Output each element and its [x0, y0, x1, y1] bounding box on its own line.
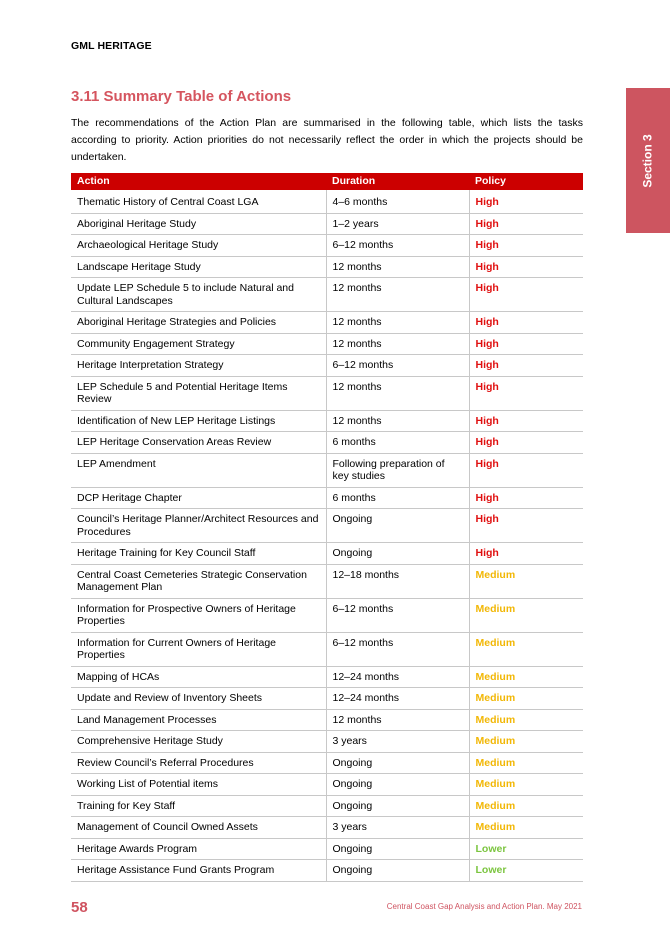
- policy-cell: Medium: [469, 752, 583, 774]
- table-row: [71, 355, 583, 377]
- table-row: [71, 235, 583, 257]
- duration-cell: 3 years: [326, 731, 469, 753]
- table-row: [71, 564, 583, 598]
- duration-cell: 3 years: [326, 817, 469, 839]
- table-row: [71, 487, 583, 509]
- duration-cell: 6 months: [326, 432, 469, 454]
- policy-cell: Medium: [469, 598, 583, 632]
- footer-title: Central Coast Gap Analysis and Action Plan.: [386, 902, 545, 911]
- duration-cell: Ongoing: [326, 543, 469, 565]
- policy-cell: Medium: [469, 795, 583, 817]
- policy-cell: High: [469, 376, 583, 410]
- action-cell: Update LEP Schedule 5 to include Natural and Cultural Landscapes: [71, 278, 326, 312]
- duration-cell: Ongoing: [326, 860, 469, 882]
- action-cell: Landscape Heritage Study: [71, 256, 326, 278]
- duration-cell: 4–6 months: [326, 190, 469, 213]
- policy-cell: High: [469, 278, 583, 312]
- policy-cell: Medium: [469, 666, 583, 688]
- policy-cell: High: [469, 333, 583, 355]
- table-row: [71, 333, 583, 355]
- policy-cell: High: [469, 213, 583, 235]
- action-cell: Thematic History of Central Coast LGA: [71, 190, 326, 213]
- duration-cell: 12 months: [326, 410, 469, 432]
- policy-cell: High: [469, 355, 583, 377]
- footer-doc-title: [387, 902, 582, 911]
- duration-cell: Ongoing: [326, 509, 469, 543]
- duration-cell: 12–18 months: [326, 564, 469, 598]
- table-row: [71, 256, 583, 278]
- action-cell: LEP Schedule 5 and Potential Heritage Items Review: [71, 376, 326, 410]
- duration-cell: 12–24 months: [326, 688, 469, 710]
- action-cell: Information for Current Owners of Heritage Properties: [71, 632, 326, 666]
- column-header-policy: Policy: [469, 173, 583, 190]
- table-row: [71, 632, 583, 666]
- table-row: [71, 598, 583, 632]
- policy-cell: High: [469, 312, 583, 334]
- duration-cell: Ongoing: [326, 774, 469, 796]
- action-cell: Working List of Potential items: [71, 774, 326, 796]
- table-row: [71, 453, 583, 487]
- table-row: [71, 190, 583, 213]
- action-cell: Aboriginal Heritage Study: [71, 213, 326, 235]
- table-row: [71, 278, 583, 312]
- action-cell: Land Management Processes: [71, 709, 326, 731]
- section-title: 3.11 Summary Table of Actions: [71, 88, 292, 105]
- duration-cell: Ongoing: [326, 838, 469, 860]
- duration-cell: Ongoing: [326, 795, 469, 817]
- action-cell: Management of Council Owned Assets: [71, 817, 326, 839]
- column-header-duration: Duration: [326, 173, 469, 190]
- action-cell: Heritage Awards Program: [71, 838, 326, 860]
- policy-cell: High: [469, 256, 583, 278]
- action-cell: Heritage Assistance Fund Grants Program: [71, 860, 326, 882]
- policy-cell: High: [469, 190, 583, 213]
- action-cell: Comprehensive Heritage Study: [71, 731, 326, 753]
- action-cell: Heritage Interpretation Strategy: [71, 355, 326, 377]
- duration-cell: 6 months: [326, 487, 469, 509]
- actions-table: [71, 173, 583, 882]
- footer-date: May 2021: [546, 902, 582, 911]
- duration-cell: Ongoing: [326, 752, 469, 774]
- duration-cell: 12 months: [326, 376, 469, 410]
- table-row: [71, 817, 583, 839]
- policy-cell: High: [469, 487, 583, 509]
- action-cell: Community Engagement Strategy: [71, 333, 326, 355]
- action-cell: Aboriginal Heritage Strategies and Policies: [71, 312, 326, 334]
- table-row: [71, 774, 583, 796]
- duration-cell: 12 months: [326, 333, 469, 355]
- action-cell: Review Council’s Referral Procedures: [71, 752, 326, 774]
- table-row: [71, 752, 583, 774]
- section-tab: [626, 88, 670, 233]
- table-row: [71, 860, 583, 882]
- table-row: [71, 688, 583, 710]
- section-tab-label: Section 3: [641, 133, 656, 188]
- duration-cell: 6–12 months: [326, 235, 469, 257]
- policy-cell: High: [469, 543, 583, 565]
- header-org-name: GML HERITAGE: [71, 40, 152, 52]
- action-cell: Mapping of HCAs: [71, 666, 326, 688]
- table-row: [71, 838, 583, 860]
- action-cell: LEP Heritage Conservation Areas Review: [71, 432, 326, 454]
- duration-cell: 1–2 years: [326, 213, 469, 235]
- table-row: [71, 709, 583, 731]
- duration-cell: 12 months: [326, 278, 469, 312]
- action-cell: Update and Review of Inventory Sheets: [71, 688, 326, 710]
- duration-cell: 6–12 months: [326, 632, 469, 666]
- action-cell: Information for Prospective Owners of Heritage Properties: [71, 598, 326, 632]
- table-row: [71, 432, 583, 454]
- policy-cell: Medium: [469, 564, 583, 598]
- table-row: [71, 543, 583, 565]
- policy-cell: Medium: [469, 731, 583, 753]
- policy-cell: High: [469, 235, 583, 257]
- action-cell: Identification of New LEP Heritage Listings: [71, 410, 326, 432]
- policy-cell: Medium: [469, 817, 583, 839]
- duration-cell: 6–12 months: [326, 355, 469, 377]
- action-cell: LEP Amendment: [71, 453, 326, 487]
- duration-cell: 12 months: [326, 256, 469, 278]
- policy-cell: Medium: [469, 774, 583, 796]
- policy-cell: Lower: [469, 860, 583, 882]
- policy-cell: High: [469, 453, 583, 487]
- policy-cell: Lower: [469, 838, 583, 860]
- duration-cell: 12 months: [326, 312, 469, 334]
- action-cell: Council’s Heritage Planner/Architect Resources and Procedures: [71, 509, 326, 543]
- table-row: [71, 312, 583, 334]
- action-cell: Training for Key Staff: [71, 795, 326, 817]
- table-row: [71, 731, 583, 753]
- policy-cell: High: [469, 410, 583, 432]
- action-cell: DCP Heritage Chapter: [71, 487, 326, 509]
- table-row: [71, 509, 583, 543]
- table-row: [71, 376, 583, 410]
- intro-paragraph: The recommendations of the Action Plan are summarised in the following table, which lists the tasks according to priority. Action priorities do not necessarily reflect the order in which the projects should be undertaken.: [71, 117, 583, 163]
- action-cell: Archaeological Heritage Study: [71, 235, 326, 257]
- table-row: [71, 410, 583, 432]
- duration-cell: 6–12 months: [326, 598, 469, 632]
- table-row: [71, 795, 583, 817]
- page-number: 58: [71, 899, 88, 916]
- policy-cell: Medium: [469, 709, 583, 731]
- action-cell: Heritage Training for Key Council Staff: [71, 543, 326, 565]
- policy-cell: Medium: [469, 688, 583, 710]
- duration-cell: 12 months: [326, 709, 469, 731]
- table-row: [71, 666, 583, 688]
- column-header-action: Action: [71, 173, 326, 190]
- action-cell: Central Coast Cemeteries Strategic Conservation Management Plan: [71, 564, 326, 598]
- table-row: [71, 213, 583, 235]
- policy-cell: High: [469, 509, 583, 543]
- policy-cell: Medium: [469, 632, 583, 666]
- duration-cell: Following preparation of key studies: [326, 453, 469, 487]
- duration-cell: 12–24 months: [326, 666, 469, 688]
- policy-cell: High: [469, 432, 583, 454]
- table-header-row: [71, 173, 583, 190]
